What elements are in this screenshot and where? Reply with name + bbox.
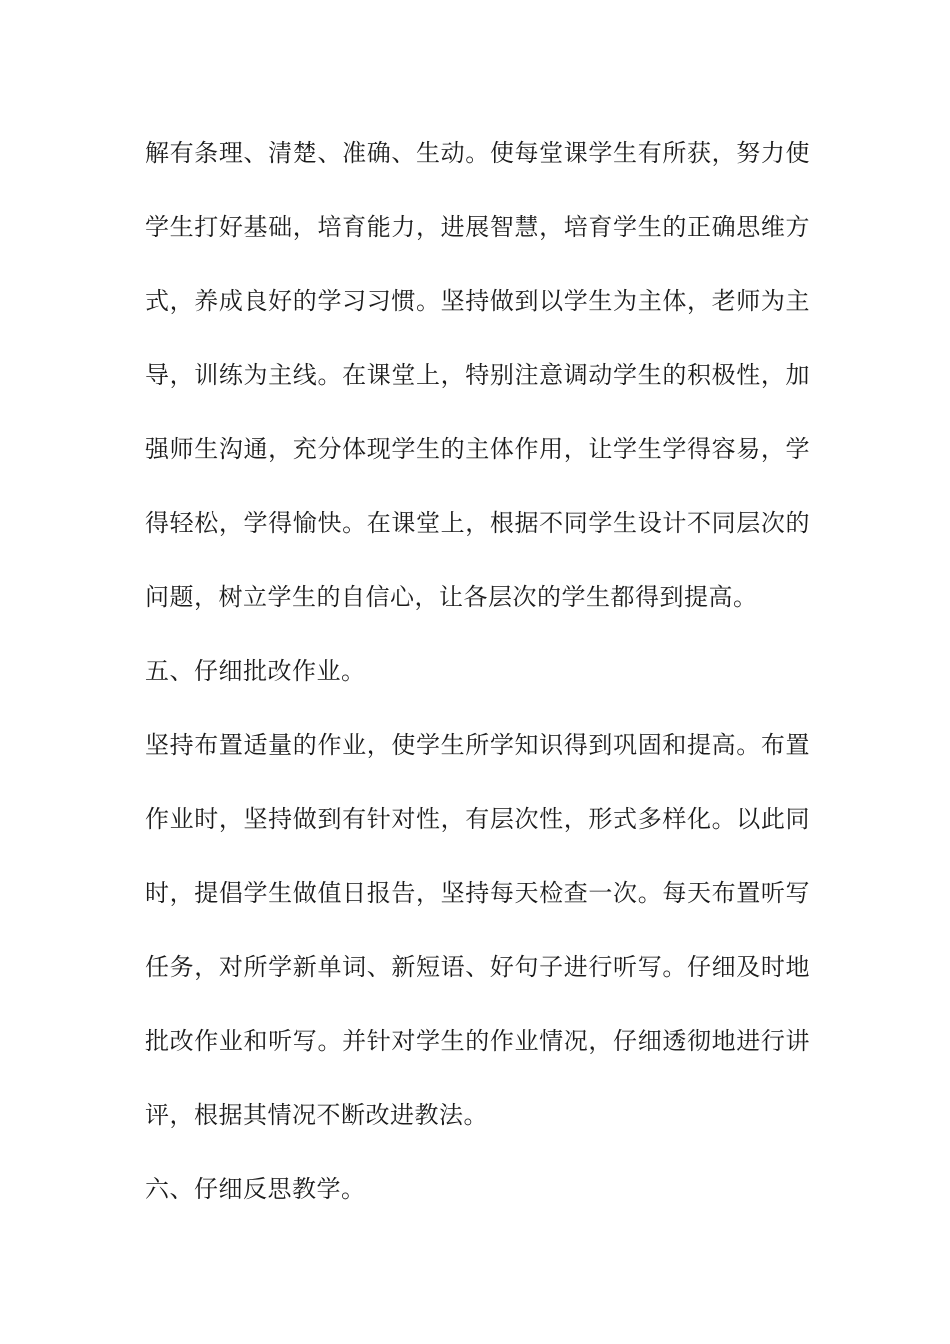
paragraph-line: 得轻松，学得愉快。在课堂上，根据不同学生设计不同层次的 [145,509,810,537]
paragraph-line: 导，训练为主线。在课堂上，特别注意调动学生的积极性，加 [145,361,810,389]
section-heading: 六、仔细反思教学。 [145,1175,366,1203]
paragraph-line: 解有条理、清楚、准确、生动。使每堂课学生有所获，努力使 [145,139,810,167]
paragraph-line: 评，根据其情况不断改进教法。 [145,1101,488,1129]
paragraph-line: 坚持布置适量的作业，使学生所学知识得到巩固和提高。布置 [145,731,810,759]
paragraph-line: 问题，树立学生的自信心，让各层次的学生都得到提高。 [145,583,758,611]
paragraph-line: 学生打好基础，培育能力，进展智慧，培育学生的正确思维方 [145,213,810,241]
paragraph-line: 批改作业和听写。并针对学生的作业情况，仔细透彻地进行讲 [145,1027,810,1055]
paragraph-line: 任务，对所学新单词、新短语、好句子进行听写。仔细及时地 [145,953,810,981]
paragraph-line: 式，养成良好的学习习惯。坚持做到以学生为主体，老师为主 [145,287,810,315]
section-heading: 五、仔细批改作业。 [145,657,366,685]
paragraph-line: 强师生沟通，充分体现学生的主体作用，让学生学得容易，学 [145,435,810,463]
paragraph-line: 时，提倡学生做值日报告，坚持每天检查一次。每天布置听写 [145,879,810,907]
paragraph-line: 作业时，坚持做到有针对性，有层次性，形式多样化。以此同 [145,805,810,833]
